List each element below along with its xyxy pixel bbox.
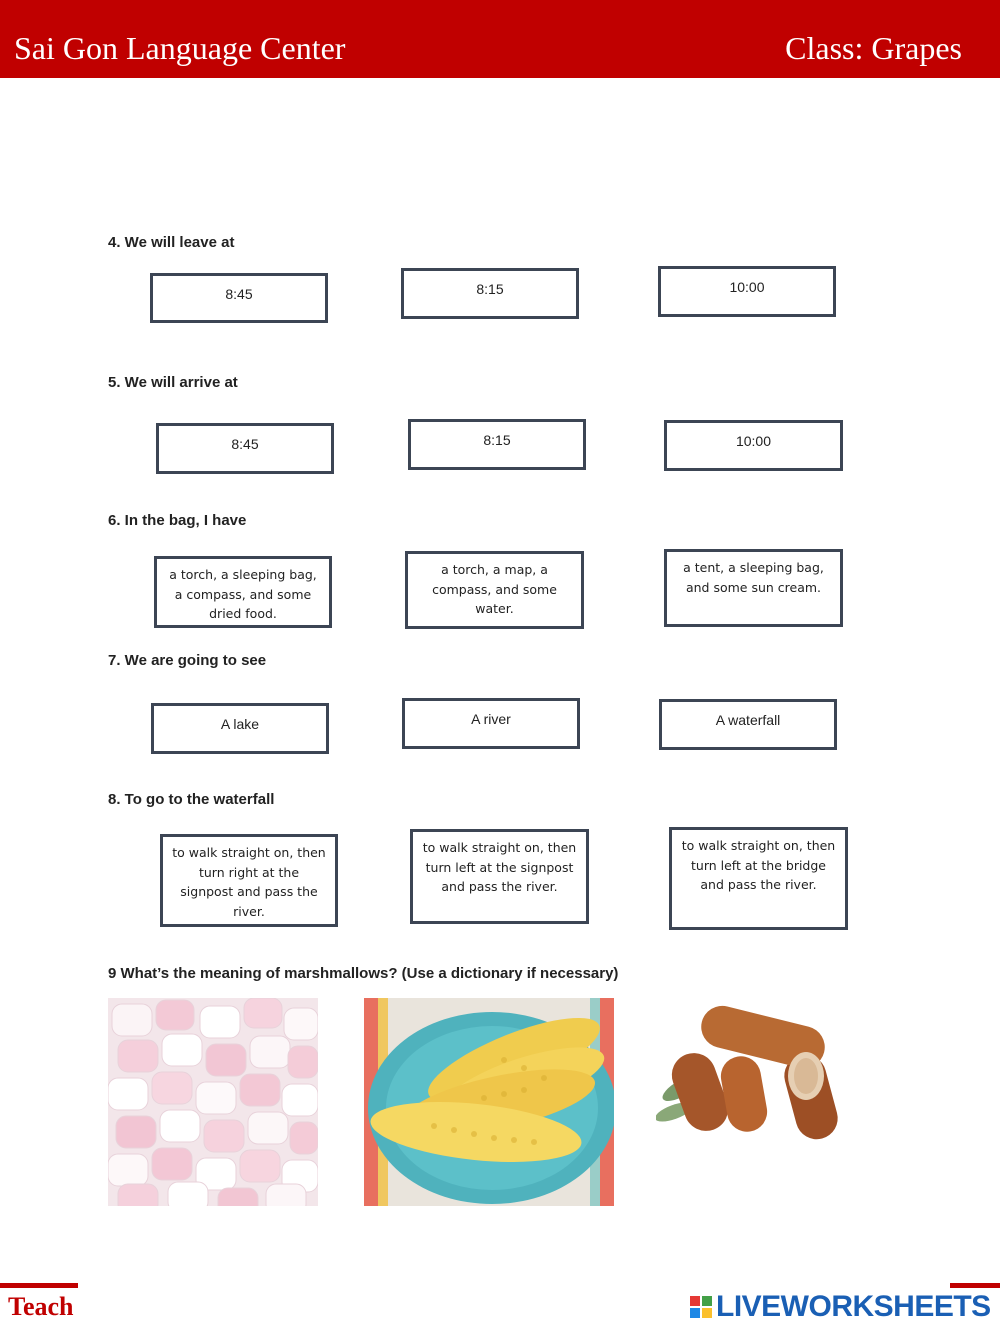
q7-option-2-text: A river (471, 711, 511, 727)
q5-option-1[interactable] (156, 423, 334, 474)
q5-option-3[interactable] (664, 420, 843, 471)
q7-option-1[interactable] (151, 703, 329, 754)
marshmallows-illustration (108, 998, 318, 1206)
center-name: Sai Gon Language Center (14, 30, 346, 66)
q8-option-1[interactable] (160, 834, 338, 927)
q6-option-1[interactable] (154, 556, 332, 628)
question-6-label: 6. In the bag, I have (108, 512, 247, 529)
q6-option-2-text: a torch, a map, a compass, and some water. (432, 562, 557, 616)
marshmallows-image[interactable] (108, 998, 318, 1206)
q5-option-1-text: 8:45 (231, 436, 259, 452)
question-7-label: 7. We are going to see (108, 652, 267, 669)
q7-option-2[interactable] (402, 698, 580, 749)
liveworksheets-brand: LIVEWORKSHEETS (716, 1290, 991, 1323)
q8-option-2-text: to walk straight on, then turn left at the signpost and pass the river. (422, 840, 577, 894)
q5-option-2-text: 8:15 (483, 432, 511, 448)
q6-option-3-text: a tent, a sleeping bag, and some sun cream. (683, 560, 824, 595)
q6-option-1-text: a torch, a sleeping bag, a compass, and some dried food. (169, 567, 317, 621)
liveworksheets-logo[interactable] (690, 1288, 990, 1328)
footer-line-left (0, 1283, 78, 1288)
q4-option-2-text: 8:15 (476, 281, 504, 297)
class-label: Class: Grapes (785, 30, 962, 66)
q7-option-3[interactable] (659, 699, 837, 750)
q4-option-3-text: 10:00 (729, 279, 765, 295)
q8-option-1-text: to walk straight on, then turn right at the signpost and pass the river. (172, 845, 326, 919)
page-header (0, 0, 1000, 78)
q4-option-3[interactable] (658, 266, 836, 317)
q7-option-3-text: A waterfall (715, 712, 781, 728)
question-4-label: 4. We will leave at (108, 234, 235, 251)
question-5-label: 5. We will arrive at (108, 374, 238, 391)
question-8-label: 8. To go to the waterfall (108, 791, 275, 808)
q4-option-1[interactable] (150, 273, 328, 323)
q7-option-1-text: A lake (220, 716, 260, 732)
q8-option-3[interactable] (669, 827, 848, 930)
q5-option-2[interactable] (408, 419, 586, 470)
corn-image[interactable] (364, 998, 614, 1206)
q4-option-2[interactable] (401, 268, 579, 319)
q6-option-2[interactable] (405, 551, 584, 629)
q6-option-3[interactable] (664, 549, 843, 627)
sausages-illustration (656, 1004, 856, 1206)
sausages-image[interactable] (656, 1004, 856, 1206)
question-9-label: 9 What’s the meaning of marshmallows? (Use a dictionary if necessary) (108, 965, 619, 982)
teacher-footer-text: Teach (8, 1292, 74, 1321)
corn-illustration (364, 998, 614, 1206)
liveworksheets-badge-icon (690, 1296, 712, 1318)
q4-option-1-text: 8:45 (225, 286, 253, 302)
q8-option-3-text: to walk straight on, then turn left at the bridge and pass the river. (681, 838, 836, 892)
q8-option-2[interactable] (410, 829, 589, 924)
q5-option-3-text: 10:00 (735, 433, 772, 449)
